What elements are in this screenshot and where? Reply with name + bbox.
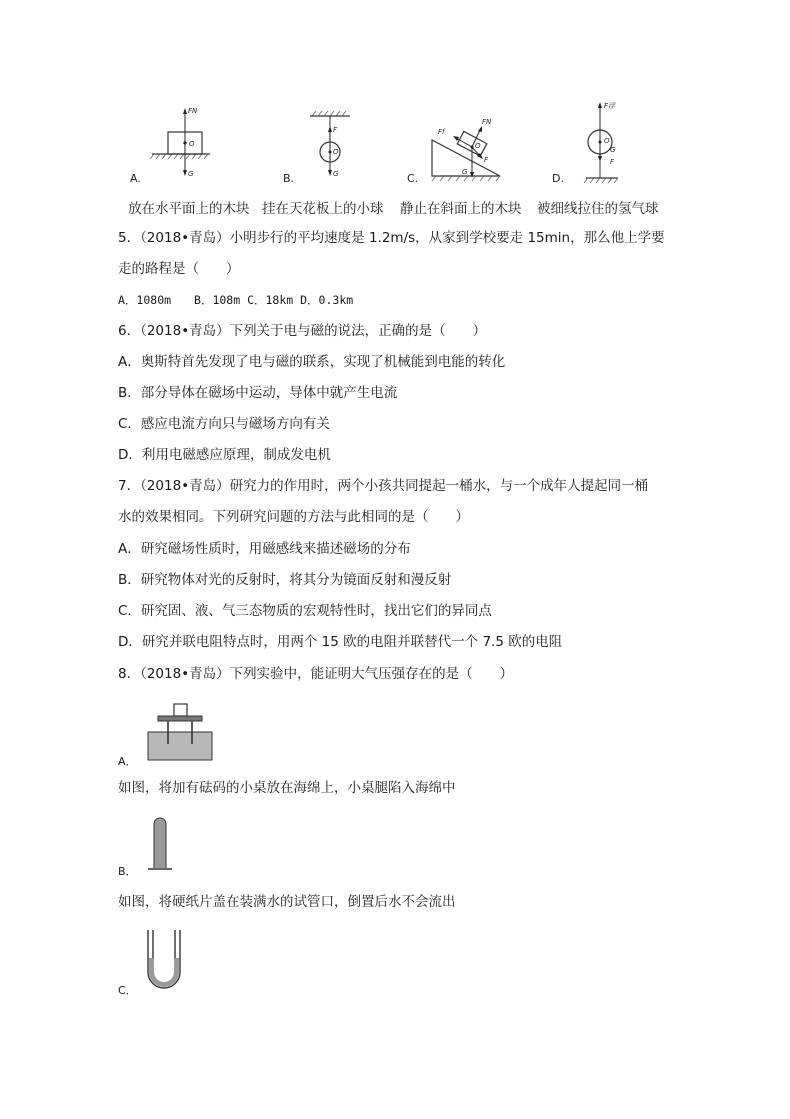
- figure-d-letter: D.: [552, 172, 564, 185]
- figure-d-caption: 被细线拉住的氢气球: [537, 201, 659, 217]
- question-8-option-b-text: 如图，将硬纸片盖在装满水的试管口，倒置后水不会流出: [118, 894, 456, 910]
- label-o: O: [333, 148, 339, 156]
- question-6-option-d: D．利用电磁感应原理，制成发电机: [118, 447, 331, 463]
- label-fn: FN: [188, 107, 198, 115]
- figure-c-letter: C.: [407, 172, 419, 185]
- label-f: F: [610, 158, 615, 166]
- figure-c-caption: 静止在斜面上的木块: [400, 201, 522, 217]
- label-g: G: [462, 168, 468, 176]
- question-5-stem-line-2: 走的路程是（ ）: [118, 261, 240, 277]
- label-g: G: [610, 146, 616, 154]
- figure-8a-table-on-sponge: [146, 702, 212, 762]
- figure-d-balloon: [578, 98, 638, 184]
- question-6-option-a: A．奥斯特首先发现了电与磁的联系，实现了机械能到电能的转化: [118, 354, 506, 370]
- question-7-option-a: A．研究磁场性质时，用磁感线来描述磁场的分布: [118, 541, 411, 557]
- figure-a-caption: 放在水平面上的木块: [128, 201, 250, 217]
- figure-c-block-on-incline: [428, 112, 504, 182]
- question-5-stem-line-1: 5．（2018•青岛）小明步行的平均速度是 1.2m/s，从家到学校要走 15min，那么他上学要: [118, 230, 665, 246]
- question-7-stem-line-2: 水的效果相同。下列研究问题的方法与此相同的是（ ）: [118, 509, 469, 525]
- figure-b-caption: 挂在天花板上的小球: [262, 201, 384, 217]
- question-8-stem: 8．（2018•青岛）下列实验中，能证明大气压强存在的是（ ）: [118, 666, 514, 682]
- label-g: G: [188, 170, 194, 178]
- figure-a-block-on-table: [148, 100, 218, 180]
- question-8-option-a-letter: A．: [118, 755, 137, 768]
- label-o: O: [475, 142, 481, 150]
- label-f: F: [333, 126, 338, 134]
- question-7-option-d: D．研究并联电阻特点时，用两个 15 欧的电阻并联替代一个 7.5 欧的电阻: [118, 634, 563, 650]
- question-8-option-b-letter: B．: [118, 865, 137, 878]
- question-8-option-a-text: 如图，将加有砝码的小桌放在海绵上，小桌腿陷入海绵中: [118, 780, 456, 796]
- question-6-option-c: C．感应电流方向只与磁场方向有关: [118, 416, 330, 432]
- label-o: O: [189, 140, 195, 148]
- label-g: G: [333, 170, 339, 178]
- question-5-options: A．1080m B．108m C．18km D．0.3km: [118, 293, 354, 307]
- figure-8b-inverted-test-tube: [146, 812, 186, 872]
- figure-8c-u-tube: [144, 928, 188, 992]
- label-o: O: [604, 137, 610, 145]
- label-f: F: [484, 156, 489, 164]
- question-7-option-c: C．研究固、液、气三态物质的宏观特性时，找出它们的异同点: [118, 603, 492, 619]
- figure-b-hanging-ball: [306, 108, 356, 188]
- question-6-option-b: B．部分导体在磁场中运动，导体中就产生电流: [118, 385, 398, 401]
- question-6-stem: 6．（2018•青岛）下列关于电与磁的说法，正确的是（ ）: [118, 323, 487, 339]
- label-ff: F浮: [604, 102, 616, 110]
- figure-b-letter: B.: [283, 172, 295, 185]
- label-fn: FN: [482, 118, 492, 126]
- figure-a-letter: A.: [130, 172, 141, 185]
- question-7-stem-line-1: 7．（2018•青岛）研究力的作用时，两个小孩共同提起一桶水，与一个成年人提起同一桶: [118, 478, 649, 494]
- question-8-option-c-letter: C．: [118, 984, 137, 997]
- label-ff: Ff: [438, 128, 445, 136]
- question-7-option-b: B．研究物体对光的反射时，将其分为镜面反射和漫反射: [118, 572, 452, 588]
